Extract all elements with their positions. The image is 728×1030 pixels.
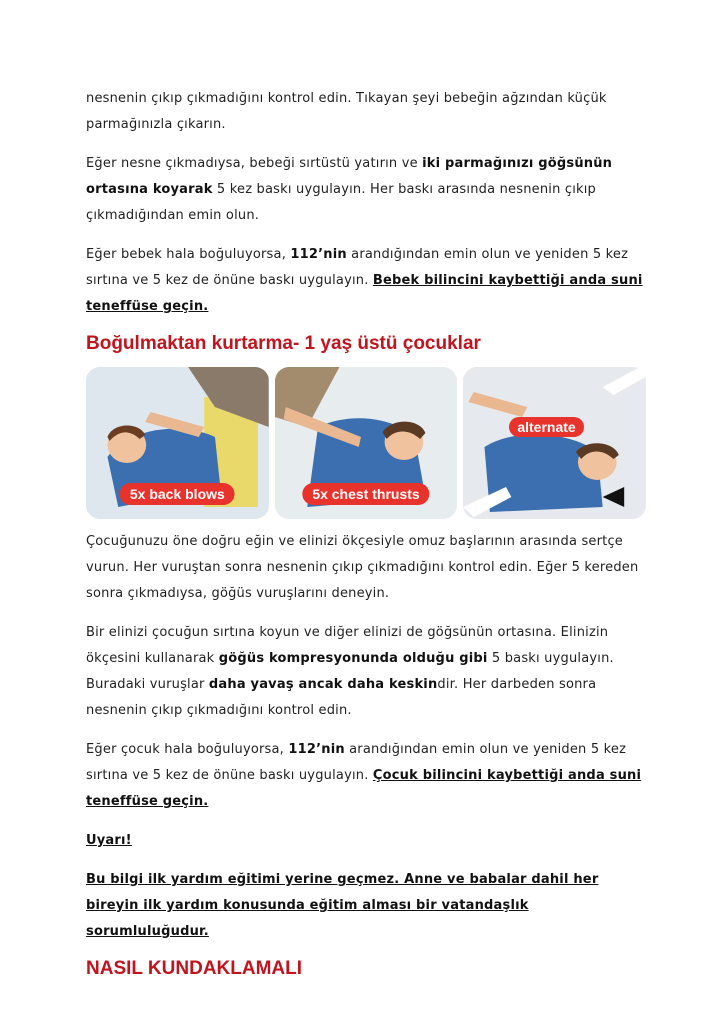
paragraph-4-text: Çocuğunuzu öne doğru eğin ve elinizi ökçesiyle omuz başlarının arasında sertçe vurun. Her vuruştan sonra nesnenin çıkıp çıkmadığını kontrol edin. Eğer 5 kereden sonra çıkmadıysa, göğüs vuruşlarını deneyin. <box>86 534 639 601</box>
emergency-number-2: 112’nin <box>288 742 345 757</box>
paragraph-2-text-a: Eğer nesne çıkmadıysa, bebeği sırtüstü yatırın ve <box>86 156 423 171</box>
chest-thrusts-illustration <box>275 367 458 519</box>
paragraph-2-highlight: iki parmağınızı göğsünün ortasına koyarak <box>86 156 613 197</box>
alternate-caption: alternate <box>509 417 583 437</box>
warning-text: Bu bilgi ilk yardım eğitimi yerine geçmez. Anne ve babalar dahil her bireyin ilk yardım konusunda eğitim alması bir vatandaşlık sorumluluğudur. <box>86 872 599 939</box>
warning-paragraph <box>86 867 646 945</box>
document-page <box>86 86 646 992</box>
paragraph-1 <box>86 86 646 138</box>
paragraph-6-underlined: Çocuk bilincini kaybettiği anda suni teneffüse geçin. <box>86 768 642 809</box>
warning-title <box>86 828 646 854</box>
back-blows-caption: 5x back blows <box>120 483 235 505</box>
warning-title-text: Uyarı! <box>86 833 132 848</box>
paragraph-3-text-c: arandığından emin olun ve yeniden 5 kez sırtına ve 5 kez de önüne baskı uygulayın. <box>86 247 629 288</box>
alternate-illustration <box>463 367 646 519</box>
paragraph-3-underlined: Bebek bilincini kaybettiği anda suni teneffüse geçin. <box>86 273 643 314</box>
section-heading-swaddle: NASIL KUNDAKLAMALI <box>86 958 303 979</box>
paragraph-2 <box>86 151 646 229</box>
paragraph-3-text-a: Eğer bebek hala boğuluyorsa, <box>86 247 291 262</box>
illustration-row <box>86 367 646 519</box>
paragraph-5 <box>86 620 646 724</box>
paragraph-5-highlight-1: göğüs kompresyonunda olduğu gibi <box>218 651 488 666</box>
paragraph-3 <box>86 242 646 320</box>
paragraph-6-text-c: arandığından emin olun ve yeniden 5 kez sırtına ve 5 kez de önüne baskı uygulayın. <box>86 742 627 783</box>
chest-thrusts-caption: 5x chest thrusts <box>302 483 429 505</box>
paragraph-4 <box>86 529 646 607</box>
paragraph-5-text-a: Bir elinizi çocuğun sırtına koyun ve diğer elinizi de göğsünün ortasına. Elinizin ökçesini kullanarak <box>86 625 609 666</box>
paragraph-1-text: nesnenin çıkıp çıkmadığını kontrol edin. Tıkayan şeyi bebeğin ağzından küçük parmağınızla çıkarın. <box>86 91 607 132</box>
paragraph-6 <box>86 737 646 815</box>
paragraph-5-highlight-2: daha yavaş ancak daha keskin <box>208 677 438 692</box>
section-heading-children: Boğulmaktan kurtarma- 1 yaş üstü çocuklar <box>86 333 481 354</box>
back-blows-illustration <box>86 367 269 519</box>
paragraph-5-text-e: dir. Her darbeden sonra nesnenin çıkıp çıkmadığını kontrol edin. <box>86 677 597 718</box>
emergency-number: 112’nin <box>290 247 347 262</box>
paragraph-6-text-a: Eğer çocuk hala boğuluyorsa, <box>86 742 289 757</box>
paragraph-2-text-c: 5 kez baskı uygulayın. Her baskı arasında nesnenin çıkıp çıkmadığından emin olun. <box>86 182 597 223</box>
paragraph-5-text-c: 5 baskı uygulayın. Buradaki vuruşlar <box>86 651 614 692</box>
